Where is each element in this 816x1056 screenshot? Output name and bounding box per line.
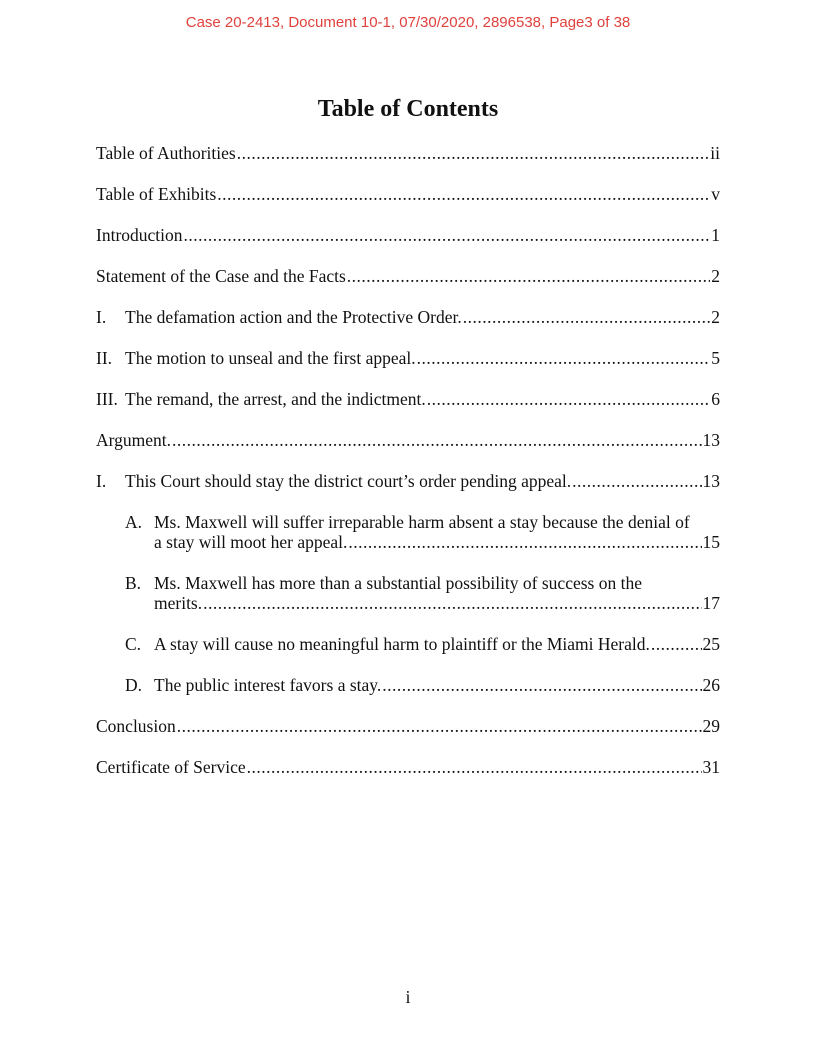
toc-entry-remand[interactable] (96, 389, 720, 430)
toc-entry-conclusion[interactable] (96, 716, 720, 757)
toc-entry-argument[interactable] (96, 430, 720, 471)
toc-number: A. (125, 512, 143, 532)
toc-entry-exhibits[interactable] (96, 184, 720, 225)
toc-entry-introduction[interactable] (96, 225, 720, 266)
dot-leader (417, 348, 711, 368)
dot-leader (217, 184, 710, 204)
toc-label: A stay will cause no meaningful harm to plaintiff or the Miami Herald. (154, 634, 650, 654)
toc-page: 1 (711, 225, 720, 245)
toc-entry-irreparable-harm[interactable] (96, 512, 720, 573)
toc-page: 26 (702, 675, 720, 695)
toc-label: The remand, the arrest, and the indictment. (125, 389, 426, 409)
toc-label: This Court should stay the district court’s order pending appeal. (125, 471, 572, 491)
toc-label: Table of Exhibits (96, 184, 217, 204)
toc-label: Argument. (96, 430, 172, 450)
dot-leader (427, 389, 710, 409)
dot-leader (172, 430, 701, 450)
toc-number: I. (96, 307, 107, 327)
toc-label: Conclusion (96, 716, 176, 736)
dot-leader (177, 716, 702, 736)
toc-label: The public interest favors a stay. (154, 675, 382, 695)
page-title: Table of Contents (317, 96, 499, 122)
toc-page: 5 (711, 348, 720, 368)
toc-label: The defamation action and the Protective Order. (125, 307, 462, 327)
toc-page: 13 (702, 471, 720, 491)
toc-page: 2 (711, 266, 720, 286)
dot-leader (347, 266, 710, 286)
toc-label: The motion to unseal and the first appeal. (125, 348, 416, 368)
toc-number: D. (125, 675, 143, 695)
toc-page: 17 (702, 593, 720, 613)
toc-label: Statement of the Case and the Facts (96, 266, 346, 286)
toc-page: 31 (702, 757, 720, 777)
toc-entry-success-on-merits[interactable] (96, 573, 720, 634)
toc-page: 15 (702, 532, 720, 552)
toc-number: C. (125, 634, 142, 654)
toc-page: ii (710, 143, 720, 163)
toc-page: v (711, 184, 720, 204)
table-of-contents (96, 143, 720, 798)
dot-leader (184, 225, 711, 245)
case-header-stamp: Case 20-2413, Document 10-1, 07/30/2020, 2896538, Page3 of 38 (185, 14, 631, 31)
toc-entry-authorities[interactable] (96, 143, 720, 184)
toc-entry-certificate[interactable] (96, 757, 720, 798)
toc-entry-public-interest[interactable] (96, 675, 720, 716)
toc-entry-stay-order[interactable] (96, 471, 720, 512)
toc-entry-no-meaningful-harm[interactable] (96, 634, 720, 675)
toc-entry-defamation-action[interactable] (96, 307, 720, 348)
toc-page: 13 (702, 430, 720, 450)
toc-number: B. (125, 573, 142, 593)
dot-leader (203, 593, 701, 613)
toc-label: Ms. Maxwell has more than a substantial possibility of success on the (154, 573, 642, 593)
dot-leader (382, 675, 701, 695)
toc-label: Ms. Maxwell will suffer irreparable harm absent a stay because the denial of (154, 512, 690, 532)
toc-entry-statement[interactable] (96, 266, 720, 307)
toc-label-continued: a stay will moot her appeal. (154, 532, 348, 552)
dot-leader (463, 307, 711, 327)
dot-leader (237, 143, 710, 163)
toc-number: III. (96, 389, 118, 409)
toc-label: Certificate of Service (96, 757, 246, 777)
toc-page: 29 (702, 716, 720, 736)
page-number: i (405, 987, 411, 1007)
toc-label: Table of Authorities (96, 143, 236, 163)
toc-page: 2 (711, 307, 720, 327)
dot-leader (651, 634, 702, 654)
dot-leader (348, 532, 701, 552)
toc-page: 25 (702, 634, 720, 654)
toc-label: Introduction (96, 225, 183, 245)
toc-label-continued: merits. (154, 593, 203, 613)
toc-number: II. (96, 348, 113, 368)
toc-number: I. (96, 471, 107, 491)
toc-entry-motion-to-unseal[interactable] (96, 348, 720, 389)
toc-page: 6 (711, 389, 720, 409)
dot-leader (572, 471, 701, 491)
dot-leader (247, 757, 702, 777)
